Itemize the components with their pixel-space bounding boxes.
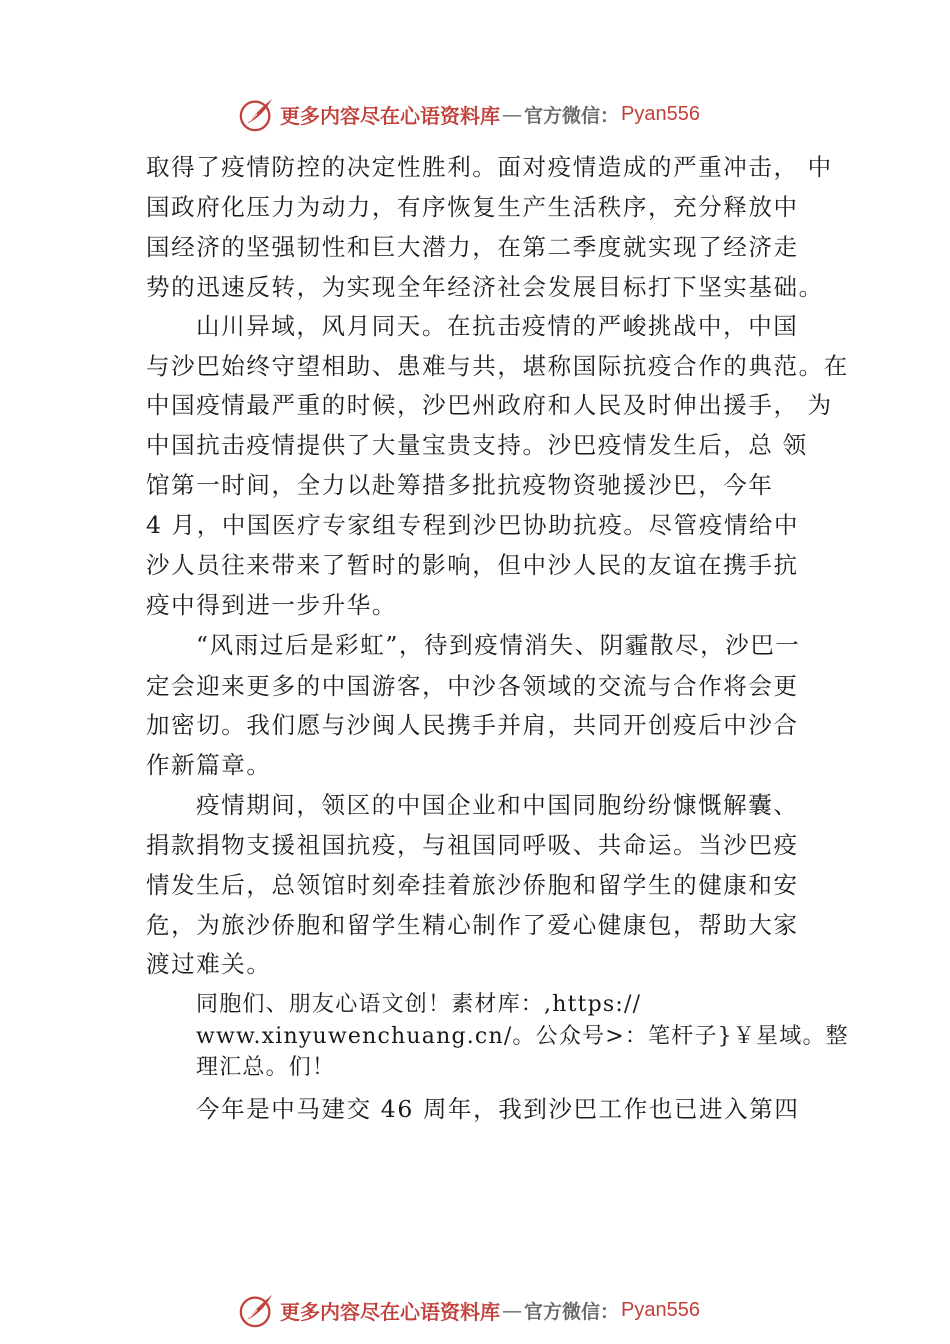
body-line: 作新篇章。 bbox=[146, 751, 272, 779]
footer-banner-label: 官方微信： bbox=[524, 1300, 620, 1323]
body-line: 渡过难关。 bbox=[146, 950, 272, 978]
body-line: 加密切。我们愿与沙闽人民携手并肩，共同开创疫后中沙合 bbox=[146, 711, 799, 739]
body-line: 今年是中马建交 46 周年，我到沙巴工作也已进入第四 bbox=[196, 1095, 800, 1123]
header-banner-title: 更多内容尽在心语资料库 bbox=[280, 103, 500, 128]
body-line: 4 月，中国医疗专家组专程到沙巴协助抗疫。尽管疫情给中 bbox=[146, 511, 800, 539]
body-line: 与沙巴始终守望相助、患难与共，堪称国际抗疫合作的典范。在 bbox=[146, 352, 849, 380]
header-banner-dash: — bbox=[502, 102, 522, 126]
footer-banner bbox=[238, 1290, 738, 1330]
footer-banner-title: 更多内容尽在心语资料库 bbox=[280, 1299, 500, 1324]
body-line: 国经济的坚强韧性和巨大潜力，在第二季度就实现了经济走 bbox=[146, 233, 799, 261]
header-banner-label: 官方微信： bbox=[524, 104, 620, 127]
body-line: 馆第一时间，全力以赴筹措多批抗疫物资驰援沙巴，今年 bbox=[146, 471, 774, 499]
quill-logo-icon bbox=[238, 1291, 276, 1329]
body-line: 沙人员往来带来了暂时的影响，但中沙人民的友谊在携手抗 bbox=[146, 551, 799, 579]
header-wechat-id: Pyan556 bbox=[621, 102, 700, 125]
body-line: 疫情期间，领区的中国企业和中国同胞纷纷慷慨解囊、 bbox=[196, 791, 799, 819]
body-line: 情发生后，总领馆时刻牵挂着旅沙侨胞和留学生的健康和安 bbox=[146, 871, 799, 899]
body-line: 危，为旅沙侨胞和留学生精心制作了爱心健康包，帮助大家 bbox=[146, 911, 799, 939]
body-line: 中国疫情最严重的时候，沙巴州政府和人民及时伸出援手， 为 bbox=[146, 391, 833, 419]
body-line: 取得了疫情防控的决定性胜利。面对疫情造成的严重冲击， 中 bbox=[146, 153, 833, 181]
body-line: 疫中得到进一步升华。 bbox=[146, 591, 397, 619]
body-line: 定会迎来更多的中国游客，中沙各领域的交流与合作将会更 bbox=[146, 672, 799, 700]
body-line: 山川异域，风月同天。在抗击疫情的严峻挑战中，中国 bbox=[196, 312, 799, 340]
body-line: 势的迅速反转，为实现全年经济社会发展目标打下坚实基础。 bbox=[146, 273, 824, 301]
footer-banner-dash: — bbox=[502, 1298, 522, 1322]
body-line: “风雨过后是彩虹”，待到疫情消失、阴霾散尽，沙巴一 bbox=[196, 631, 801, 659]
footer-wechat-id: Pyan556 bbox=[621, 1298, 700, 1321]
body-line: 理汇总。们！ bbox=[196, 1055, 336, 1080]
body-line: 同胞们、朋友心语文创！素材库：,https:// bbox=[196, 992, 642, 1017]
body-line: www.xinyuwenchuang.cn/。公众号>：笔杆子}￥星域。整 bbox=[196, 1024, 849, 1049]
body-line: 国政府化压力为动力，有序恢复生产生活秩序，充分释放中 bbox=[146, 193, 799, 221]
header-banner bbox=[238, 94, 738, 134]
body-line: 捐款捐物支援祖国抗疫，与祖国同呼吸、共命运。当沙巴疫 bbox=[146, 831, 799, 859]
body-line: 中国抗击疫情提供了大量宝贵支持。沙巴疫情发生后，总 领 bbox=[146, 431, 808, 459]
quill-logo-icon bbox=[238, 95, 276, 133]
